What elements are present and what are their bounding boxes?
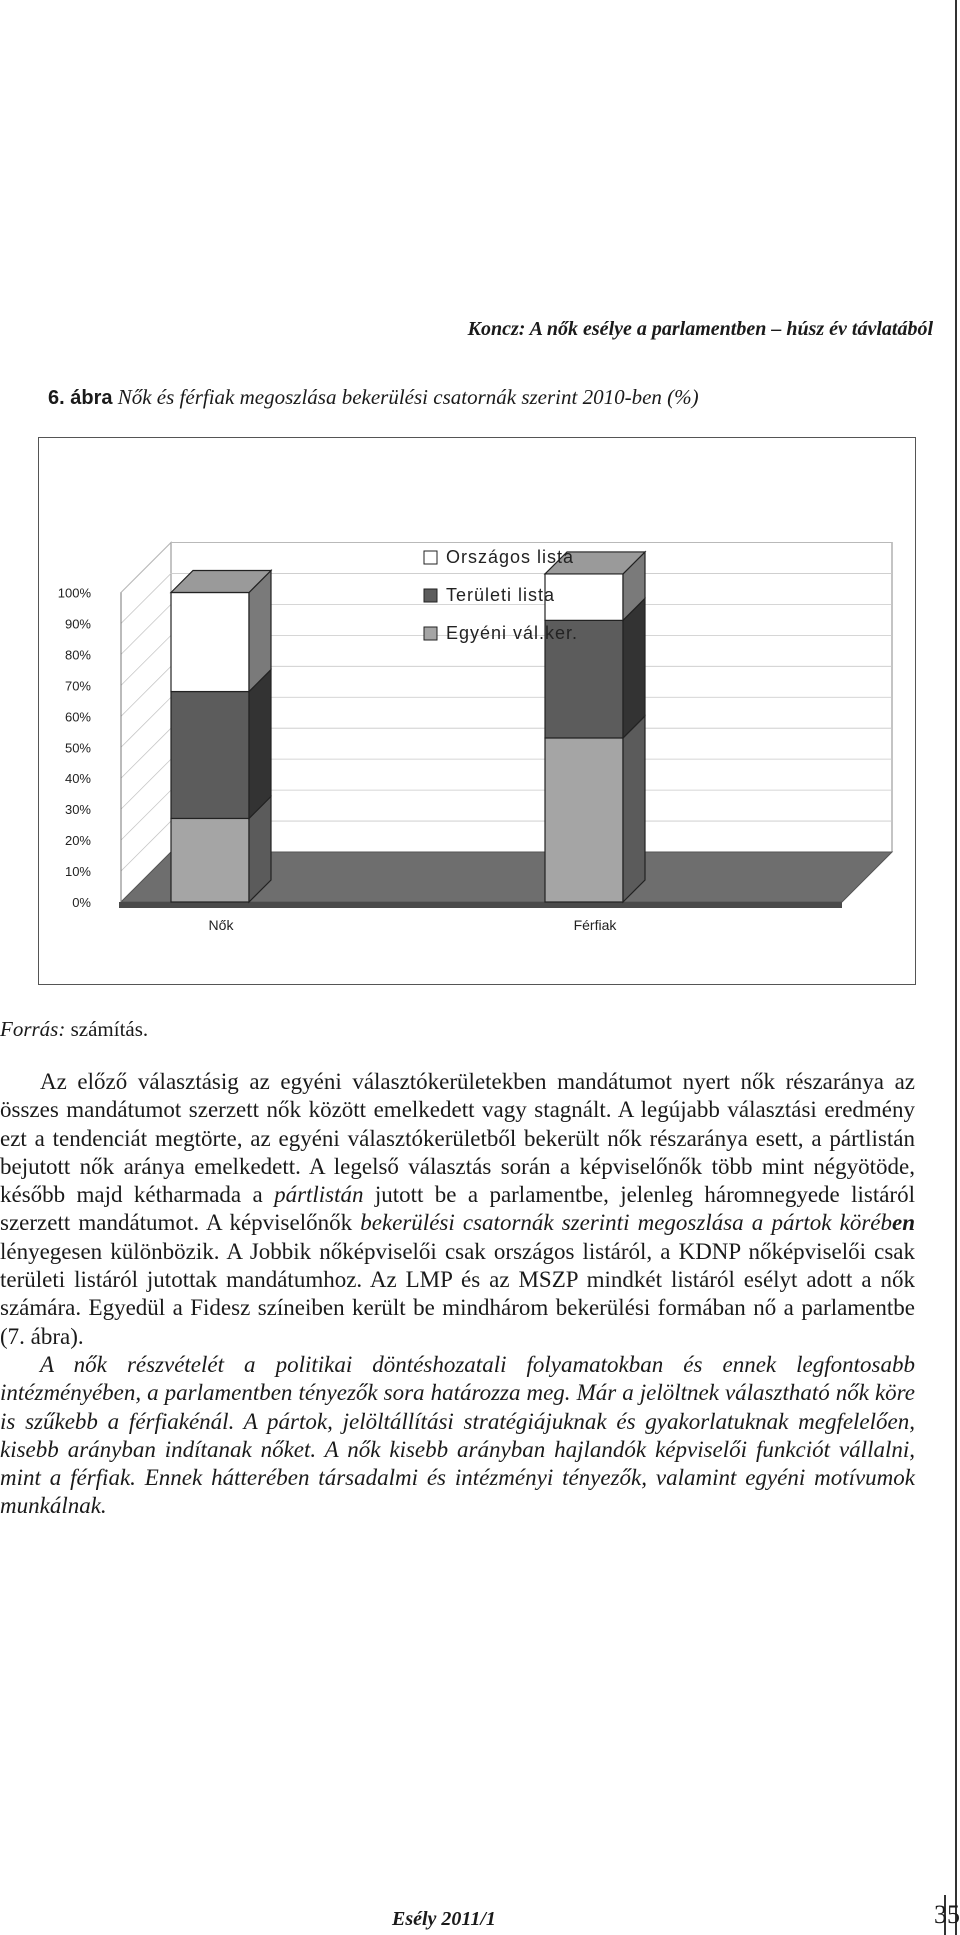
- paragraph-1: [0, 1068, 915, 1351]
- source-text: számítás.: [65, 1017, 149, 1041]
- running-header: Koncz: A nők esélye a parlamentben – húsz év távlatából: [467, 318, 933, 340]
- bar-segment: [171, 692, 249, 819]
- legend-label: Egyéni vál.ker.: [446, 623, 579, 643]
- stacked-bar-chart: [38, 437, 916, 985]
- y-tick-label: 80%: [64, 647, 91, 663]
- x-category-label: Férfiak: [573, 917, 617, 933]
- legend-label: Területi lista: [446, 585, 556, 605]
- legend-swatch: [424, 589, 437, 602]
- y-tick-label: 20%: [64, 833, 91, 849]
- y-tick-label: 90%: [64, 616, 91, 632]
- chart-floor-edge: [119, 902, 842, 908]
- p1-text-b: jutott be a parlamentbe, jelenleg háromnegyede listáról szerzett mandátumot. A képviselőnők: [0, 1182, 915, 1236]
- figure-title: Nők és férfiak megoszlása bekerülési csatornák szerint 2010-ben (%): [117, 385, 699, 409]
- y-tick-label: 40%: [64, 771, 91, 787]
- bar-segment-side: [623, 598, 645, 738]
- y-tick-label: 60%: [64, 709, 91, 725]
- y-tick-label: 100%: [57, 585, 91, 601]
- page-number: 35: [934, 1900, 960, 1929]
- bar-segment-side: [249, 670, 271, 819]
- bar-segment-side: [623, 716, 645, 902]
- y-tick-label: 10%: [64, 864, 91, 880]
- legend-swatch: [424, 627, 437, 640]
- y-tick-label: 70%: [64, 678, 91, 694]
- body-text: [0, 1068, 915, 1521]
- bar-segment: [171, 818, 249, 902]
- figure-caption: [48, 385, 699, 410]
- y-tick-label: 0%: [72, 895, 91, 910]
- p1-emphasis-2: bekerülési csatornák szerinti megoszlása a pártok köréb: [360, 1210, 893, 1236]
- y-tick-label: 30%: [64, 802, 91, 818]
- p1-text-a: Az előző választásig az egyéni választókerületekben mandátumot nyert nők részaránya az összes mandátumot szerzett nők között emelkedett vagy stagnált. A legújabb választási eredmény ezt a tendenciát megtörte, az egyéni választókerületből bekerült nők részaránya esett, a pártlistán bejutott nők aránya emelkedett. A legelső választás során a képviselőnők több mint négyötöde, később majd kétharmada a: [0, 1069, 915, 1208]
- p1-emphasis-1: pártlistán: [274, 1182, 364, 1208]
- y-tick-label: 50%: [64, 740, 91, 756]
- source-line: [0, 1017, 148, 1042]
- legend-label: Országos lista: [446, 547, 575, 567]
- p1-text-c: lényegesen különbözik. A Jobbik nőképviselői csak országos listáról, a KDNP nőképviselői csak területi listáról jutottak mandátumhoz. Az LMP és az MSZP mindkét listáról esélyt adott a nők számára. Egyedül a Fidesz színeiben került be mindhárom bekerülési formában nő a parlamentbe (7. ábra).: [0, 1238, 915, 1349]
- p1-bold: en: [892, 1210, 916, 1236]
- bar-segment: [545, 738, 623, 902]
- bar-segment: [171, 593, 249, 692]
- bar-segment: [545, 574, 623, 620]
- page-edge-rule: [955, 0, 957, 1935]
- source-label: Forrás:: [0, 1017, 66, 1041]
- paragraph-2: A nők részvételét a politikai döntéshozatali folyamatokban és ennek legfontosabb intézményében, a parlamentben tényezők sora határozza meg. Már a jelöltnek választható nők köre is szűkebb a férfiakénál. A pártok, jelöltállítási stratégiájuknak és gyakorlatuknak megfelelően, kisebb arányban indítanak nőket. A nők kisebb arányban hajlandók képviselői funkciót vállalni, mint a férfiak. Ennek hátterében társadalmi és intézményi tényezők, valamint egyéni motívumok munkálnak.: [0, 1351, 915, 1519]
- x-category-label: Nők: [208, 917, 234, 933]
- footer-journal: Esély 2011/1: [392, 1908, 496, 1930]
- figure-number: 6. ábra: [48, 387, 113, 409]
- legend-swatch: [424, 551, 437, 564]
